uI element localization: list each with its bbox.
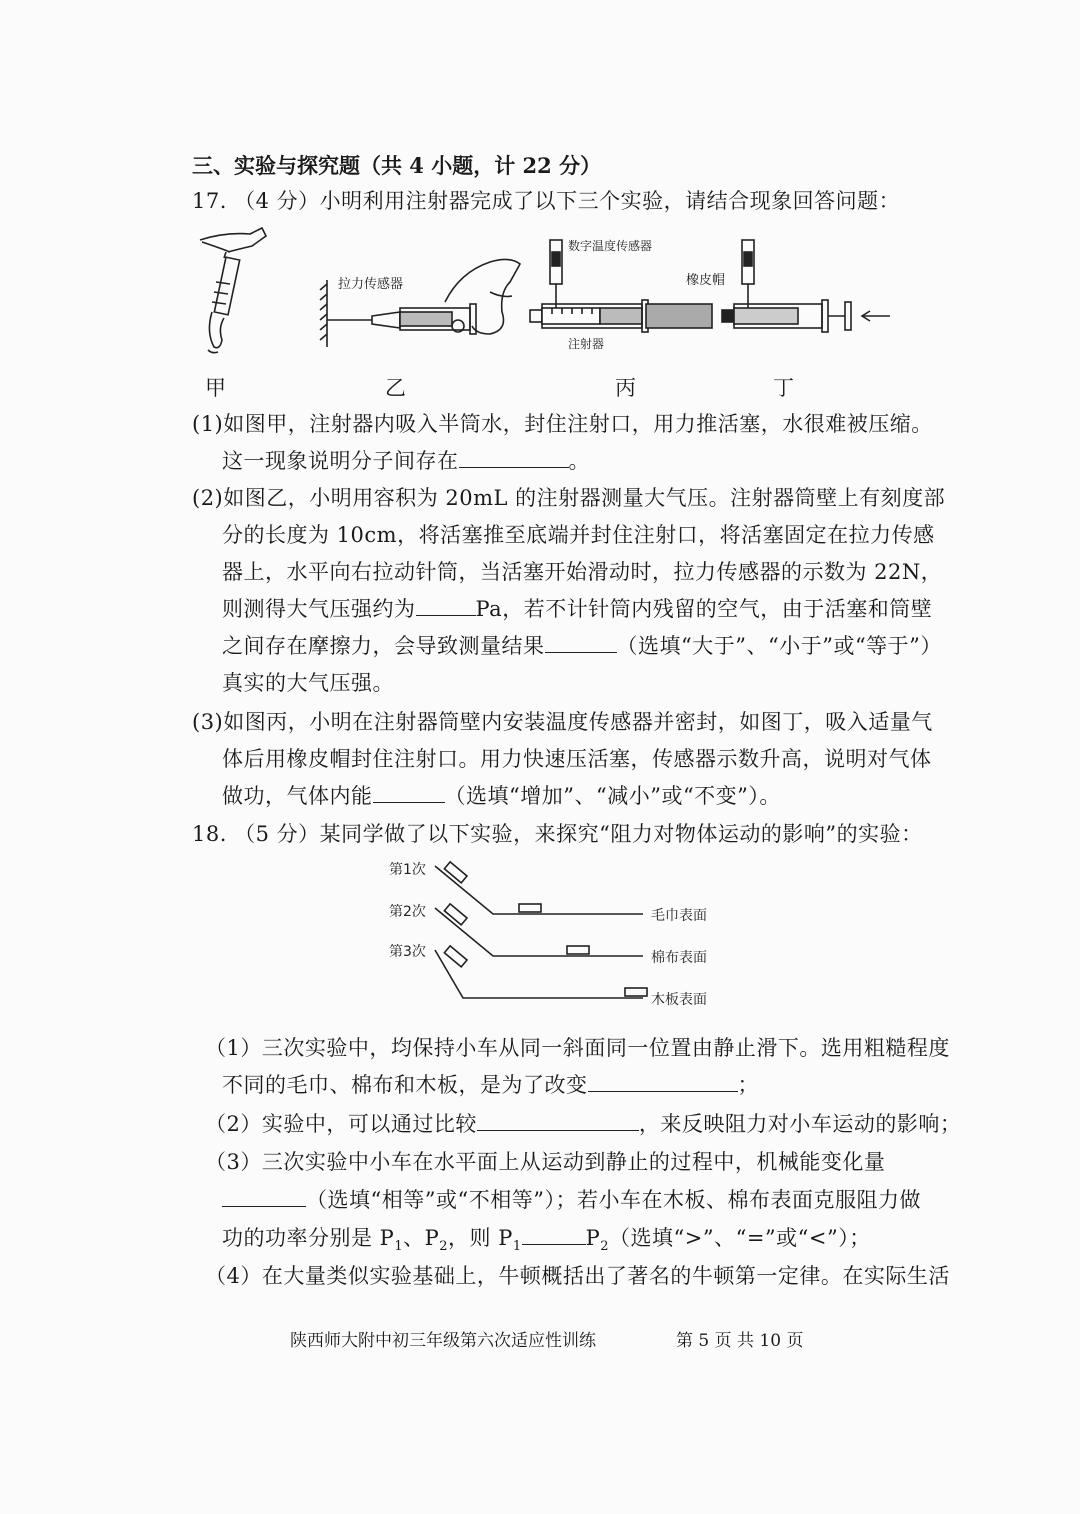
answer-blank-3[interactable] (545, 632, 617, 653)
q17-p3-line2: 体后用橡皮帽封住注射口。用力快速压活塞，传感器示数升高，说明对气体 (222, 747, 932, 771)
q17-p2-line4: 则测得大气压强约为 Pa，若不计针筒内残留的空气，由于活塞和筒壁 (222, 597, 933, 621)
q18-p3-line3: 功的功率分别是 $P_1$、$P_2$，则 $P_1$ $P_2$（选填“>”、“=”或“<”）； (222, 1226, 871, 1255)
section-title: 三、实验与探究题（共 4 小题，计 22 分） (192, 153, 602, 178)
trial-2-label: 第2次 (389, 904, 426, 920)
label-bing: 丙 (615, 376, 636, 400)
q18-header: 18. （5 分）某同学做了以下实验，来探究“阻力对物体运动的影响”的实验： (192, 822, 923, 846)
cart-1-stop (519, 904, 541, 912)
ramp-cotton (435, 908, 643, 956)
footer-school: 陕西师大附中初三年级第六次适应性训练 (290, 1331, 596, 1351)
trial-3-label: 第3次 (389, 944, 426, 960)
cart-2-stop (567, 946, 589, 954)
figure-yi-apparatus (320, 259, 520, 347)
rubber-cap-label: 橡皮帽 (686, 273, 726, 288)
label-jia: 甲 (205, 376, 226, 400)
q17-p2-line3: 器上，水平向右拉动针筒，当活塞开始滑动时，拉力传感器的示数为 22N， (222, 560, 943, 584)
answer-blank-2[interactable] (416, 595, 476, 616)
cart-2-start (444, 904, 467, 925)
q17-figure (190, 222, 910, 372)
cart-3-stop (625, 988, 647, 996)
q17-p2-line6: 真实的大气压强。 (222, 671, 394, 695)
q18-p3-line1: （3）三次实验中小车在水平面上从运动到静止的过程中，机械能变化量 (205, 1150, 886, 1174)
cart-3-start (444, 946, 467, 967)
ramp-board (435, 950, 643, 998)
cotton-surface-label: 棉布表面 (651, 950, 707, 966)
figure-bing-apparatus (530, 240, 712, 332)
towel-surface-label: 毛巾表面 (651, 908, 707, 924)
figure-jia-syringe (200, 228, 266, 353)
q17-p1-line2: 这一现象说明分子间存在 。 (222, 449, 590, 473)
q17-p2-line1: (2)如图乙，小明用容积为 20mL 的注射器测量大气压。注射器筒壁上有刻度部 (192, 486, 946, 510)
q18-p1-line1: （1）三次实验中，均保持小车从同一斜面同一位置由静止滑下。选用粗糙程度 (205, 1036, 950, 1060)
q18-p1-line2: 不同的毛巾、棉布和木板，是为了改变 ； (222, 1073, 759, 1097)
board-surface-label: 木板表面 (651, 992, 707, 1008)
answer-blank-6[interactable] (477, 1110, 639, 1131)
trial-1-label: 第1次 (389, 862, 426, 878)
force-sensor-label: 拉力传感器 (338, 277, 404, 292)
ramp-towel (435, 866, 643, 914)
answer-blank-5[interactable] (588, 1071, 738, 1092)
q18-figure (385, 852, 725, 1012)
label-ding: 丁 (773, 376, 794, 400)
q17-p3-line3: 做功，气体内能 （选填“增加”、“减小”或“不变”）。 (222, 784, 781, 808)
figure-ding-apparatus (722, 240, 890, 332)
q18-p2-line: （2）实验中，可以通过比较 ，来反映阻力对小车运动的影响； (205, 1112, 962, 1136)
q18-p3-line2: （选填“相等”或“不相等”）；若小车在木板、棉布表面克服阻力做 (222, 1186, 921, 1214)
answer-blank-8[interactable] (522, 1224, 586, 1245)
q17-header: 17. （4 分）小明利用注射器完成了以下三个实验，请结合现象回答问题： (192, 189, 901, 213)
q17-p1-line1: (1)如图甲，注射器内吸入半筒水，封住注射口，用力推活塞，水很难被压缩。 (192, 412, 933, 436)
q17-p2-line5: 之间存在摩擦力，会导致测量结果 （选填“大于”、“小于”或“等于”） (222, 634, 942, 658)
footer-page: 第 5 页 共 10 页 (676, 1331, 804, 1351)
answer-blank-1[interactable] (459, 447, 569, 468)
syringe-label: 注射器 (568, 337, 605, 351)
label-yi: 乙 (385, 376, 406, 400)
answer-blank-4[interactable] (373, 782, 445, 803)
answer-blank-7[interactable] (222, 1186, 306, 1207)
cart-1-start (444, 862, 467, 883)
q18-p4-line1: （4）在大量类似实验基础上，牛顿概括出了著名的牛顿第一定律。在实际生活 (205, 1264, 950, 1288)
q17-p3-line1: (3)如图丙，小明在注射器筒壁内安装温度传感器并密封，如图丁，吸入适量气 (192, 710, 933, 734)
q17-p2-line2: 分的长度为 10cm，将活塞推至底端并封住注射口，将活塞固定在拉力传感 (222, 523, 935, 547)
temp-sensor-label: 数字温度传感器 (568, 239, 653, 253)
